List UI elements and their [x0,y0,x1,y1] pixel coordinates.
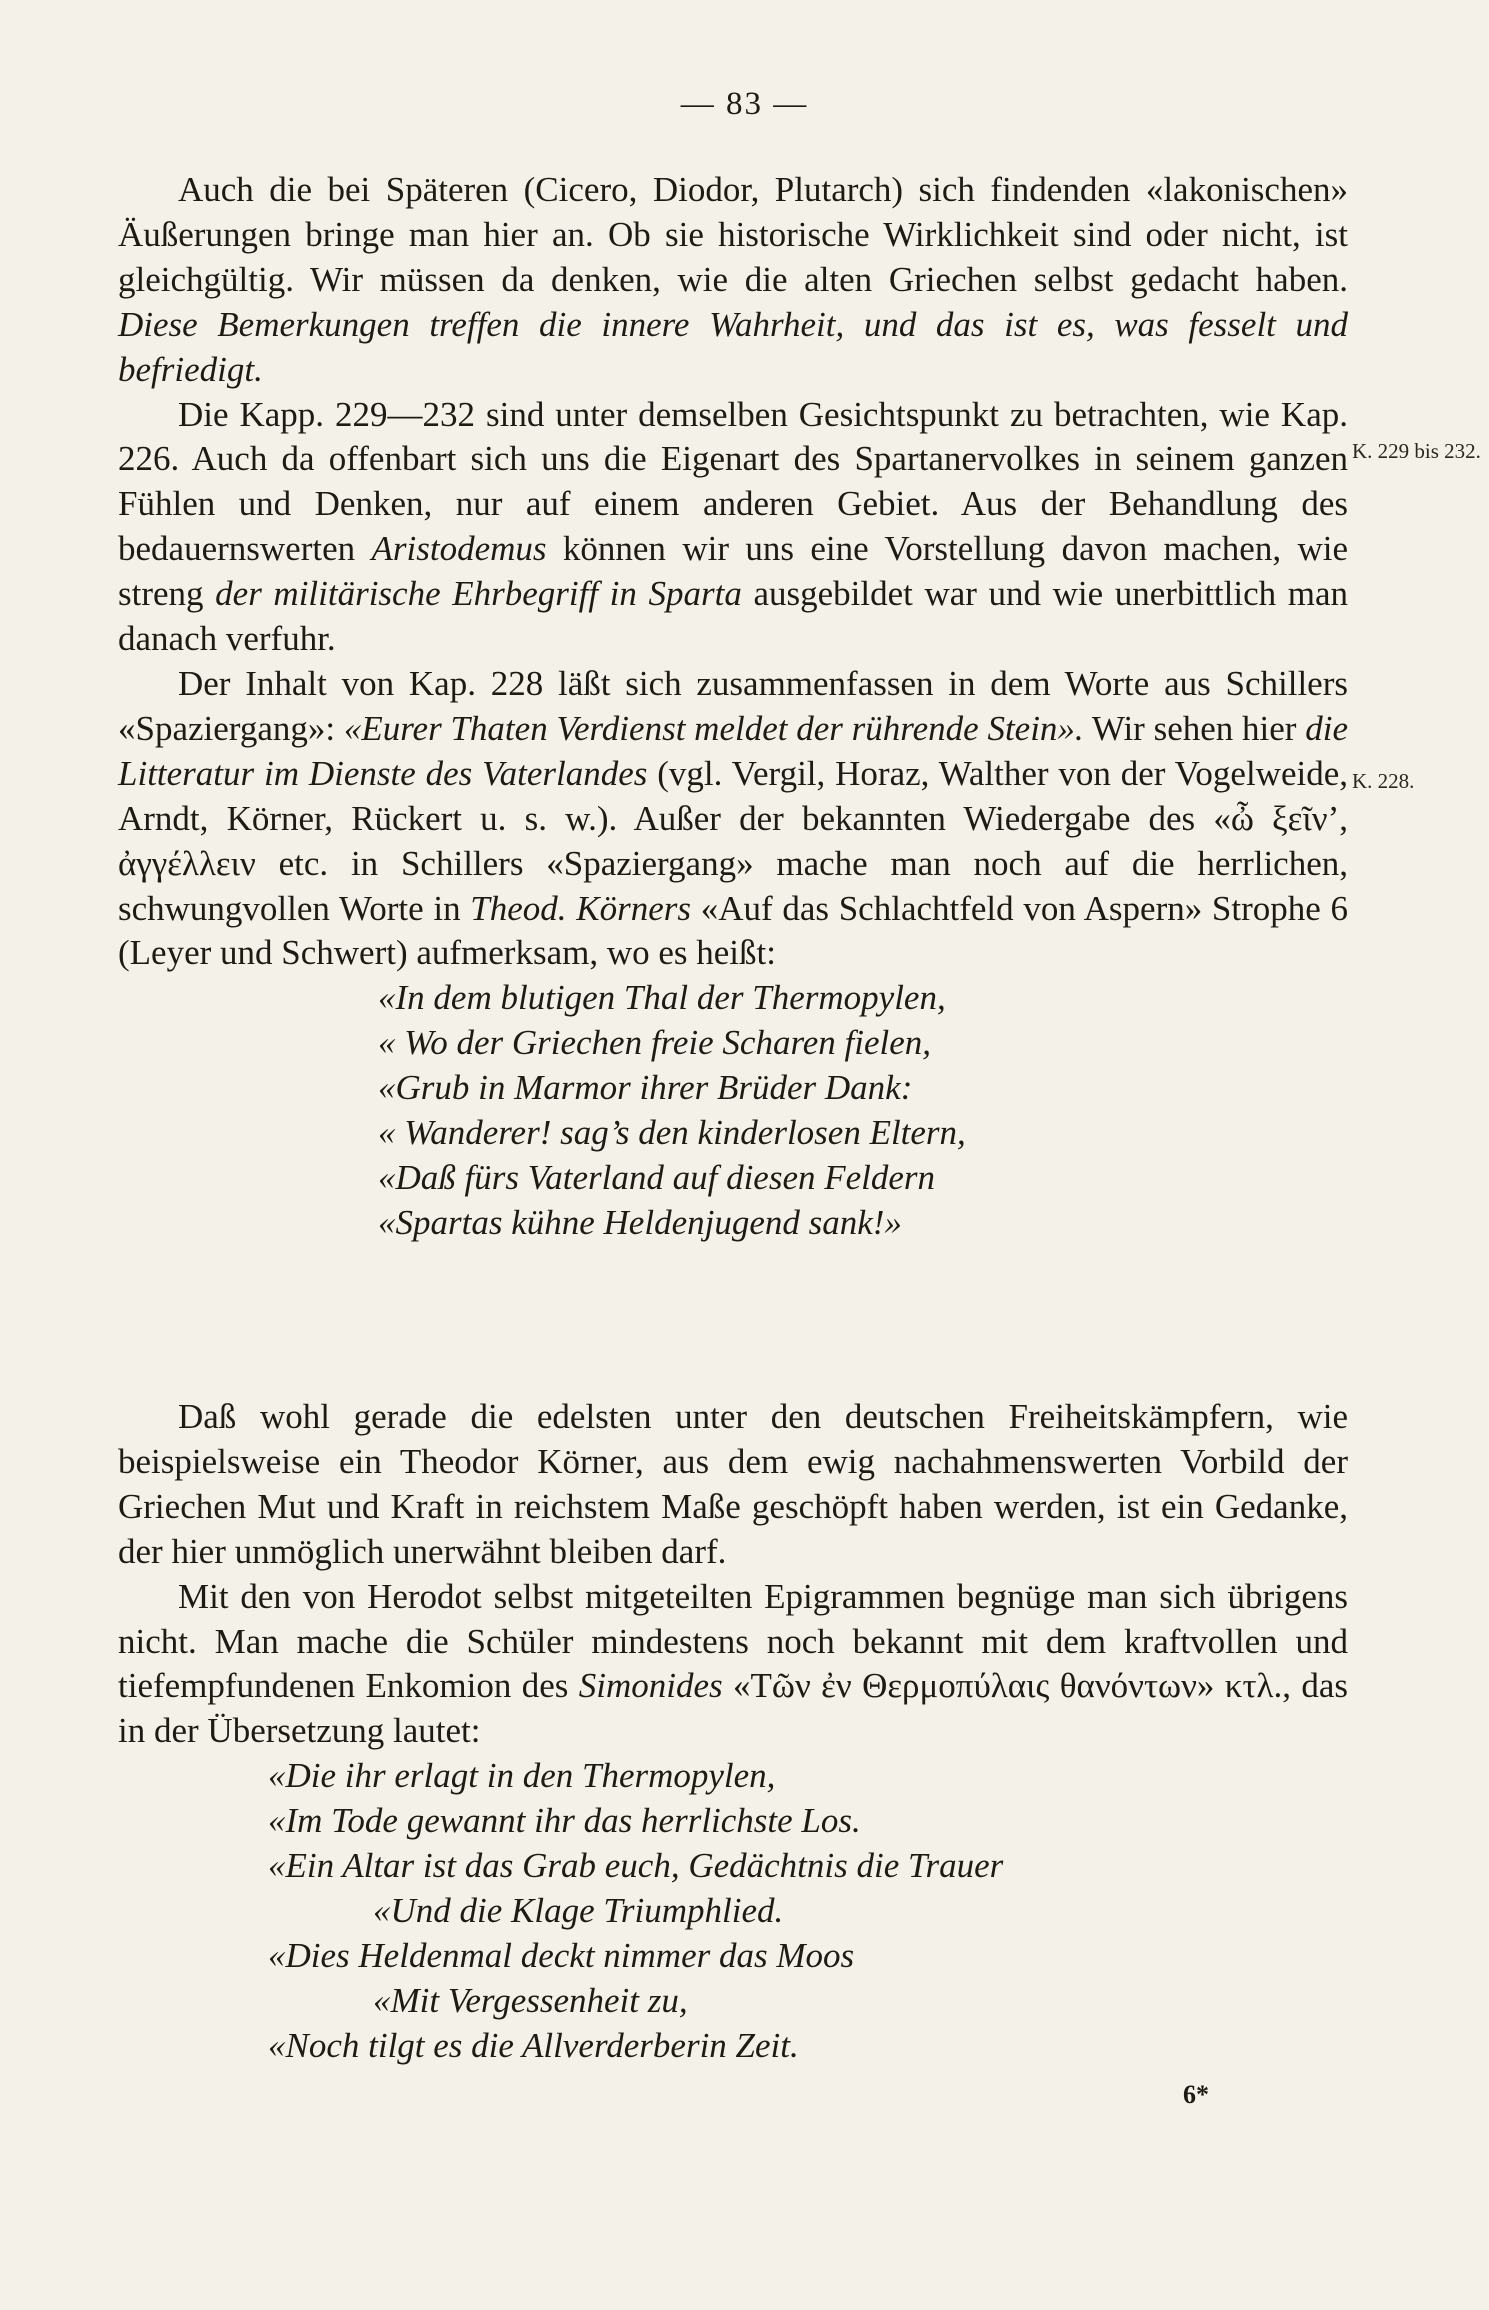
verse-simonides [118,1754,1348,2068]
paragraph-3: Der Inhalt von Kap. 228 läßt sich zusammenfassen in dem Worte aus Schillers «Spaziergang»: «Eurer Thaten Verdienst meldet der rührende Stein». Wir sehen hier die Litteratur im Dienste des Vaterlandes (vgl. Vergil, Horaz, Walther von der Vogelweide, Arndt, Körner, Rückert u. s. w.). Außer der bekannten Wiedergabe des «ὦ ξεῖν’, ἀγγέλλειν etc. in Schillers «Spaziergang» mache man noch auf die herrlichen, schwungvollen Worte in Theod. Körners «Auf das Schlachtfeld von Aspern» Strophe 6 (Leyer und Schwert) aufmerksam, wo es heißt: [118,663,1349,973]
paragraph-1: Auch die bei Späteren (Cicero, Diodor, Plutarch) sich findenden «lakonischen» Äußerungen bringe man hier an. Ob sie historische Wirklichkeit sind oder nicht, ist gleichgültig. Wir müssen da denken, wie die alten Griechen selbst gedacht haben. Diese Bemerkungen treffen die innere Wahrheit, und das ist es, was fesselt und befriedigt. [118,170,1348,389]
verse-line: «Grub in Marmor ihrer Brüder Dank: [378,1068,913,1108]
text-column-lower [118,1395,1348,2118]
margin-note-k228: K. 228. [1352,769,1415,793]
verse-koerner [118,976,1348,1245]
signature-mark: 6* [1183,2079,1209,2109]
quote-schiller: «Eurer Thaten Verdienst meldet der rührende Stein». [343,708,1084,748]
paragraph-5: Mit den von Herodot selbst mitgeteilten Epigrammen begnüge man sich übrigens nicht. Man mache die Schüler mindestens noch bekannt mit dem kraftvollen und tiefempfundenen Enkomion des Simonides «Τῶν ἐν Θερμοπύλαις θανόντων» κτλ., das in der Übersetzung lautet: [118,1576,1349,1751]
paragraph-2: Die Kapp. 229—232 sind unter demselben Gesichtspunkt zu betrachten, wie Kap. 226. Auch da offenbart sich uns die Eigenart des Spartanervolkes in seinem ganzen Fühlen und Denken, nur auf einem anderen Gebiet. Aus der Behandlung des bedauernswerten Aristodemus können wir uns eine Vorstellung davon machen, wie streng der militärische Ehrbegriff in Sparta ausgebildet war und wie unerbittlich man danach verfuhr. [118,394,1348,659]
italic-litteratur: die Litteratur im Dienste des Vaterlandes [118,708,1348,793]
name-koerner: Theod. Körners [470,888,691,928]
paragraph-4: Daß wohl gerade die edelsten unter den deutschen Freiheitskämpfern, wie beispielsweise ein Theodor Körner, aus dem ewig nachahmenswerten Vorbild der Griechen Mut und Kraft in reichstem Maße geschöpft haben werden, ist ein Gedanke, der hier unmöglich unerwähnt bleiben darf. [118,1397,1348,1571]
page-number: — 83 — [680,86,809,122]
verse-line: «Ein Altar ist das Grab euch, Gedächtnis die Trauer [268,1846,1004,1886]
verse-line: «In dem blutigen Thal der Thermopylen, [378,978,946,1018]
name-aristodemus: Aristodemus [371,529,547,569]
verse-line: «Spartas kühne Heldenjugend sank!» [378,1202,902,1242]
verse-line: «Noch tilgt es die Allverderberin Zeit. [268,2025,799,2065]
verse-line: «Dies Heldenmal deckt nimmer das Moos [268,1935,855,1975]
margin-note-k229: K. 229 bis 232. [1352,439,1481,463]
text-column-upper [118,168,1348,1246]
name-simonides: Simonides [578,1666,723,1706]
italic-remark: Diese Bemerkungen treffen die innere Wahrheit, und das ist es, was fesselt und befriedigt. [118,304,1348,389]
verse-line: « Wanderer! sag’s den kinderlosen Eltern, [378,1113,966,1153]
verse-line: «Und die Klage Triumphlied. [373,1890,784,1930]
verse-line: «Die ihr erlagt in den Thermopylen, [268,1756,776,1796]
verse-line: «Mit Vergessenheit zu, [373,1980,688,2020]
verse-line: «Im Tode gewannt ihr das herrlichste Los. [268,1801,861,1841]
verse-line: «Daß fürs Vaterland auf diesen Feldern [378,1157,936,1197]
italic-ehrbegriff: der militärische Ehrbegriff in Sparta [215,574,742,614]
verse-line: « Wo der Griechen freie Scharen fielen, [378,1023,932,1063]
